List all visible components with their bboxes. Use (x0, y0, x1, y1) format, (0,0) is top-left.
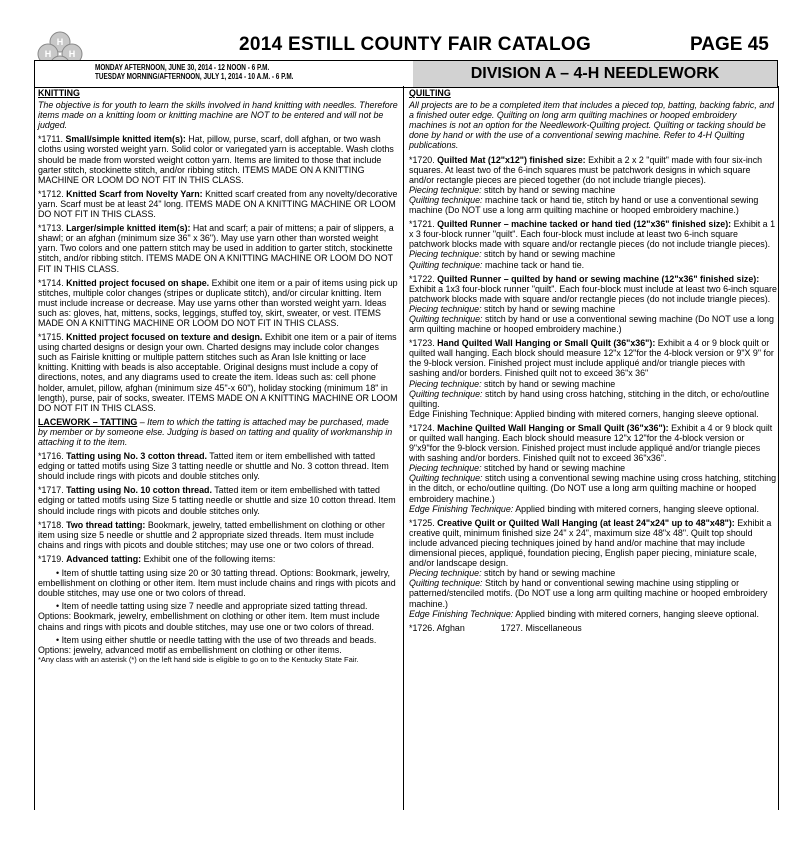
class-heading: Hand Quilted Wall Hanging or Small Quilt (36"x36"): (437, 338, 656, 349)
edge-text: Edge Finishing Technique: Applied binding with mitered corners, hanging sleeve optional. (409, 408, 759, 419)
quilting-label: Quilting technique: (409, 313, 483, 324)
quilting-label: Quilting technique: (409, 473, 483, 484)
lacework-intro (38, 417, 398, 447)
misc-classes (409, 623, 777, 633)
quilting-label: Quilting technique: (409, 259, 483, 270)
edge-text: Applied binding with mitered corners, hanging sleeve optional. (515, 608, 759, 619)
class-number: *1720. (409, 154, 438, 165)
lacework-intro-text: – Item to which the tatting is attached may be purchased, made by member or by someone else. Judging is based on tatting and quality of workmanship in attaching it to the item. (38, 416, 393, 447)
class-body: Tatted item or item embellished with tatted edging or tatted motifs using Size 5 tatting needle or shuttle and size 10 cotton thread. Item should include rings with picots and double stitches only. (38, 485, 396, 516)
class-number: *1723. (409, 338, 438, 349)
class-heading: Small/simple knitted item(s): (65, 134, 186, 145)
edge-text: Applied binding with mitered corners, hanging sleeve optional. (515, 503, 759, 514)
piecing-label: Piecing technique: (409, 463, 482, 474)
piecing-text: stitch by hand or sewing machine (484, 378, 616, 389)
quilting-text: stitch using a conventional sewing machine using cross hatching, stitching in the ditch, or echo/outline quilting. (Do NOT use a long arm quilting machine or hooped embroidery machine.) (409, 473, 777, 504)
class-number: *1713. (38, 223, 67, 234)
class-1715 (38, 332, 398, 413)
svg-text:H: H (44, 49, 52, 59)
class-body: Exhibit a 1x3 four-block runner "quilt". Each four-block must include at least two 6-inch square patchwork blocks made with square and/or rectangle pieces (do not include triangle pieces). (409, 283, 777, 304)
section-heading-lacework: LACEWORK – TATTING (38, 416, 138, 427)
class-heading: Quilted Mat (12"x12") finished size: (437, 154, 586, 165)
class-1722 (409, 274, 777, 335)
class-body: Bookmark, jewelry, tatted embellishment on clothing or other item using size 5 needle or shuttle and 2 appropriate sized threads. Item must include chains and rings with picots and double stitches; may use one or two colors of thread. (38, 519, 385, 550)
knitting-intro: The objective is for youth to learn the skills involved in hand knitting with needles. Therefore items made on a knitting loom or knitting machine are NOT to be entered and will not be judged. (38, 100, 398, 131)
column-divider (403, 86, 404, 810)
class-number: *1716. (38, 451, 67, 462)
piecing-text: stitch by hand or sewing machine (484, 249, 616, 260)
class-1723 (409, 338, 777, 419)
bullet-item: • Item of needle tatting using size 7 needle and appropriate sized tatting thread. Options: Bookmark, jewelry, embellishment on clothing or other item. Item must include chains and rings with picots and double stitches, may use one or two colors of thread. (38, 601, 380, 632)
piecing-label: Piecing technique: (409, 378, 482, 389)
class-body: Exhibit a 2 x 2 "quilt" made with four six-inch squares. At least two of the 6-inch squares must be patchwork designs in which square and/or rectangle pieces are pieced together (do not include triangle pieces). (409, 154, 763, 185)
class-heading: Tatting using No. 3 cotton thread. (66, 451, 207, 462)
class-1721 (409, 219, 777, 269)
class-body: Tatted item or item embellished with tatted edging or tatted motifs using Size 3 tatting needle or shuttle and No. 3 cotton thread. Item should include rings with picots and double stitches only. (38, 451, 389, 482)
class-heading: Quilted Runner – quilted by hand or sewing machine (12"x36" finished size): (437, 273, 760, 284)
quilting-text: machine tack or hand tie. (484, 259, 585, 270)
class-number: *1718. (38, 519, 67, 530)
class-body: Exhibit one of the following items: (143, 553, 276, 564)
class-heading: Quilted Runner – machine tacked or hand tied (12"x36" finished size): (437, 219, 732, 230)
section-heading-quilting: QUILTING (409, 88, 451, 98)
page-number: PAGE 45 (690, 34, 769, 55)
division-title: DIVISION A – 4-H NEEDLEWORK (413, 61, 777, 87)
piecing-text: stitch by hand or sewing machine (484, 568, 616, 579)
class-heading: Creative Quilt or Quilted Wall Hanging (at least 24"x24" up to 48"x48"): (437, 517, 735, 528)
quilting-label: Quilting technique: (409, 578, 483, 589)
section-heading-knitting: KNITTING (38, 88, 80, 98)
class-number: *1714. (38, 277, 67, 288)
edge-label: Edge Finishing Technique: (409, 503, 514, 514)
class-body: Exhibit one item or a pair of items using charted designs or design your own. Charted designs may include color changes such as Fairisle knitting or multiple pattern stitches such as Aran Isle knitting or lace knitting. Knitting with beads is also acceptable. Original designs must include a copy of directions, notes, and any diagrams used to create the item. Ideas such as: cell phone holder, amulet, pillow, afghan (minimum size 45"-x 60"), holiday stocking (minimum 18" in length), purse, pair of socks, sweater. ITEMS MADE ON A KNITTING MACHINE OR LOOM DO NOT FIT IN THIS CLASS. (38, 332, 398, 413)
entry-date-1: MONDAY AFTERNOON, JUNE 30, 2014 - 12 NOON - 6 P.M. (95, 63, 270, 72)
bullet-item: • Item of shuttle tatting using size 20 or 30 tatting thread. Options: Bookmark, jewelry, embellishment on clothing or other item. Item must include chains and rings with picots and double stitches, may use one or two colors of thread. (38, 568, 396, 599)
right-column (409, 88, 777, 633)
quilting-text: machine tack or hand tie, stitch by hand or use a conventional sewing machine (Do NOT use a long arm quilting machine or hooped embroidery machine.) (409, 194, 759, 216)
class-1727: 1727. Miscellaneous (500, 622, 582, 633)
quilting-text: stitch by hand or use a conventional sewing machine (Do NOT use a long arm quilting machine or hooped embroidery machine.) (409, 313, 774, 335)
class-1716 (38, 451, 398, 481)
class-number: *1712. (38, 188, 67, 199)
class-number: *1721. (409, 219, 438, 230)
class-1714 (38, 278, 398, 328)
svg-text:H: H (56, 37, 64, 47)
class-heading: Tatting using No. 10 cotton thread. (66, 485, 212, 496)
class-heading: Two thread tatting: (66, 519, 146, 530)
piecing-text: stitched by hand or sewing machine (484, 463, 626, 474)
class-1713 (38, 223, 398, 273)
svg-text:H: H (68, 49, 76, 59)
class-1718 (38, 520, 398, 550)
class-heading: Knitted project focused on texture and design. (66, 332, 263, 343)
quilting-text: Stitch by hand or conventional sewing machine using stippling or patterned/stenciled motifs. (Do NOT use a long arm quilting machine or hooped embroidery machine.) (409, 578, 768, 609)
class-body: Exhibit one item or a pair of items using pick up stitches, multiple color changes (stripes or duplicate stitch), and/or circular knitting. Item must include increase or decrease. May use yarns other than worsted weight yarn. Ideas such as: gloves, hat, mittens, socks, leggings, stuffed toy, skirt, sweater, or vest. ITEMS MADE ON A KNITTING MACHINE OR LOOM DO NOT FIT IN THIS CLASS. (38, 277, 398, 328)
edge-label: Edge Finishing Technique: (409, 608, 514, 619)
class-1717 (38, 485, 398, 515)
class-1724 (409, 423, 777, 514)
class-body: Exhibit a creative quilt, minimum finished size 24" x 24", maximum size 48"x 48". Quilt top should include advanced piecing techniques joined by hand and/or machine that may include dimensional pieces, appliqué, foundation piecing, English paper piecing, miniature scale, and/or landscape design. (409, 517, 772, 569)
bullet-item: • Item using either shuttle or needle tatting with the use of two threads and beads. Options: jewelry, advanced motif as embellishment on clothing or other items. (38, 634, 377, 655)
class-1720 (409, 155, 777, 216)
class-number: *1711. (38, 134, 66, 145)
quilting-label: Quilting technique: (409, 388, 483, 399)
piecing-text: stitch by hand or sewing machine (484, 303, 616, 314)
class-body: Hat and scarf; a pair of mittens; a pair of slippers, a shawl; or an afghan (minimum size 36" x 36"). May use yarn other than worsted weight yarn. Two colors and one pattern stitch may be used in addition to garter stitch, stockinette stitch, and/or ribbing stitch. ITEMS MADE ON A KNITTING MACHINE OR LOOM DO NOT FIT IN THIS CLASS. (38, 223, 394, 274)
quilting-text: stitch by hand using cross hatching, stitching in the ditch, or echo/outline quilting. (409, 388, 770, 409)
class-1725 (409, 518, 777, 619)
class-heading: Knitted project focused on shape. (66, 277, 210, 288)
class-1726: *1726. Afghan (409, 622, 465, 633)
footnote: *Any class with an asterisk (*) on the left hand side is eligible to go on to the Kentucky State Fair. (38, 654, 359, 664)
piecing-label: Piecing technique: (409, 568, 482, 579)
piecing-label: Piecing technique: (409, 184, 482, 195)
class-1719 (38, 554, 398, 564)
class-number: *1717. (38, 485, 67, 496)
class-heading: Advanced tatting: (66, 553, 142, 564)
class-1711 (38, 134, 398, 184)
class-body: Exhibit a 4 or 9 block quilt or quilted wall hanging. Each block should measure 12"x 12"for the 4-block version or 9"x9"for the 9-block version. Finished project must include appliqué and/or triangle pieces with sashing and/or borders. Finished quilt not to exceed 36"x36". (409, 422, 773, 464)
piecing-label: Piecing technique: (409, 249, 482, 260)
class-body: Hat, pillow, purse, scarf, doll afghan, or two wash cloths using worsted weight yarn. Solid color or variegated yarn is acceptable. Wash cloths should be made from worsted weight cotton yarn. Items are limited to those that include garter stitch, stockinette stitch, and/or ribbing stitch. ITEMS MADE ON A KNITTING MACHINE OR LOOM DO NOT FIT IN THIS CLASS. (38, 134, 394, 185)
quilting-intro: All projects are to be a completed item that includes a pieced top, batting, backing fabric, and a finished outer edge. Quilting on long arm quilting machines or hooped embroidery machines is not an option for the Needlework-Quilting project. Quilting or tacking should be done by hand or with the use of a conventional sewing machine. Refer to 4-H Quilting publications. (409, 100, 775, 151)
class-body: Knitted scarf created from any novelty/decorative yarn. Scarf must be at least 24" long. ITEMS MADE ON A KNITTING MACHINE OR LOOM DO NOT FIT IN THIS CLASS. (38, 188, 398, 220)
left-column (38, 88, 398, 664)
piecing-label: Piecing technique: (409, 303, 482, 314)
class-number: *1722. (409, 273, 438, 284)
class-heading: Machine Quilted Wall Hanging or Small Quilt (36"x36"): (437, 422, 669, 433)
class-number: *1715. (38, 332, 67, 343)
class-1712 (38, 189, 398, 219)
entry-date-2: TUESDAY MORNING/AFTERNOON, JULY 1, 2014 - 10 A.M. - 6 P.M. (95, 72, 294, 81)
quilting-label: Quilting technique: (409, 194, 483, 205)
class-heading: Knitted Scarf from Novelty Yarn: (66, 188, 203, 199)
catalog-title: 2014 ESTILL COUNTY FAIR CATALOG (238, 34, 592, 55)
entry-dates (95, 63, 351, 81)
class-body: Exhibit a 1 x 3 four-block runner "quilt". Each four-block must include at least two 6-inch square patchwork blocks made with square and/or rectangle pieces (do not include triangle pieces). (409, 219, 776, 250)
piecing-text: stitch by hand or sewing machine (484, 184, 616, 195)
division-banner (34, 60, 778, 88)
class-body: Exhibit a 4 or 9 block quilt or quilted wall hanging. Each block should measure 12"x 12"for the 4-block version or 9"X 9" for the 9-block version. Finished project must include appliqué and/or triangle pieces with sashing and/or borders. Finished quilt not to exceed 36"x 36" (409, 338, 774, 379)
class-number: *1719. (38, 553, 67, 564)
class-number: *1725. (409, 517, 438, 528)
class-number: *1724. (409, 422, 438, 433)
class-heading: Larger/simple knitted item(s): (66, 223, 191, 234)
